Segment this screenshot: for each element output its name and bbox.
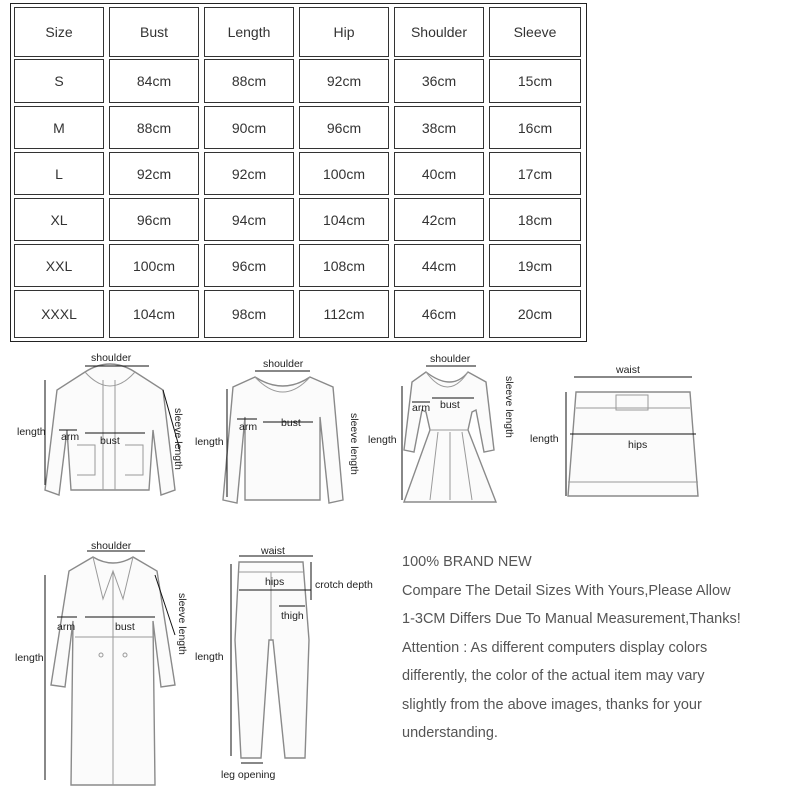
table-cell: 100cm — [299, 152, 389, 195]
dress-diagram — [368, 350, 528, 515]
table-cell: 44cm — [394, 244, 484, 287]
table-cell: 42cm — [394, 198, 484, 241]
pants-waist-label: waist — [261, 545, 285, 557]
size-chart-table — [10, 3, 587, 342]
coat-shoulder-label: shoulder — [91, 540, 132, 552]
coat-sleeve-label: sleeve length — [176, 593, 188, 655]
notice-line: understanding. — [402, 725, 498, 741]
skirt-hips-label: hips — [628, 439, 648, 451]
sweater-outline — [223, 377, 343, 503]
notice-line: Compare The Detail Sizes With Yours,Please Allow — [402, 582, 731, 599]
coat-length-label: length — [15, 652, 44, 664]
coat-diagram — [15, 535, 195, 795]
table-cell: 104cm — [109, 290, 199, 338]
dress-bust-label: bust — [440, 399, 460, 411]
dress-sleeve-label: sleeve length — [503, 376, 515, 438]
pants-crotch-label: crotch depth — [315, 579, 373, 591]
table-cell: 16cm — [489, 106, 581, 149]
pants-length-label: length — [195, 651, 224, 663]
table-header-cell: Sleeve — [489, 7, 581, 57]
notice-line: slightly from the above images, thanks for your — [402, 696, 702, 713]
hoodie-arm-label: arm — [61, 431, 80, 443]
product-notice — [402, 548, 797, 748]
table-cell: 90cm — [204, 106, 294, 149]
table-cell: L — [14, 152, 104, 195]
table-cell: 88cm — [109, 106, 199, 149]
sweater-diagram — [195, 355, 365, 515]
notice-line: 1-3CM Differs Due To Manual Measurement,Thanks! — [402, 611, 741, 627]
sweater-sleeve-label: sleeve length — [348, 413, 360, 475]
table-cell: XL — [14, 198, 104, 241]
skirt-waist-label: waist — [616, 364, 640, 376]
dress-arm-label: arm — [412, 402, 431, 414]
table-cell: S — [14, 59, 104, 103]
dress-length-label: length — [368, 434, 397, 446]
table-cell: 108cm — [299, 244, 389, 287]
table-header-cell: Length — [204, 7, 294, 57]
sweater-shoulder-label: shoulder — [263, 358, 304, 370]
hoodie-length-label: length — [17, 426, 46, 438]
sweater-length-label: length — [195, 436, 224, 448]
hoodie-diagram — [15, 350, 195, 520]
table-cell: 96cm — [299, 106, 389, 149]
notice-line: differently, the color of the actual item may vary — [402, 668, 705, 684]
table-header-cell: Bust — [109, 7, 199, 57]
dress-shoulder-label: shoulder — [430, 353, 471, 365]
table-cell: 18cm — [489, 198, 581, 241]
skirt-diagram — [528, 360, 718, 515]
pants-thigh-label: thigh — [281, 610, 304, 622]
sweater-arm-label: arm — [239, 421, 258, 433]
hoodie-bust-label: bust — [100, 435, 120, 447]
table-header-cell: Size — [14, 7, 104, 57]
table-cell: 88cm — [204, 59, 294, 103]
table-cell: 20cm — [489, 290, 581, 338]
sweater-bust-label: bust — [281, 417, 301, 429]
pants-leg-opening-label: leg opening — [221, 769, 276, 781]
table-cell: 92cm — [204, 152, 294, 195]
table-cell: 92cm — [109, 152, 199, 195]
pants-diagram — [195, 540, 395, 790]
coat-bust-label: bust — [115, 621, 135, 633]
skirt-length-label: length — [530, 433, 559, 445]
notice-line: 100% BRAND NEW — [402, 554, 532, 570]
table-cell: 96cm — [204, 244, 294, 287]
notice-line: Attention : As different computers display colors — [402, 639, 708, 656]
table-cell: 17cm — [489, 152, 581, 195]
table-cell: XXL — [14, 244, 104, 287]
table-cell: 94cm — [204, 198, 294, 241]
hoodie-sleeve-label: sleeve length — [172, 408, 184, 470]
table-cell: 40cm — [394, 152, 484, 195]
pants-outline — [235, 562, 309, 758]
table-cell: 46cm — [394, 290, 484, 338]
table-cell: 104cm — [299, 198, 389, 241]
table-cell: 100cm — [109, 244, 199, 287]
table-cell: 15cm — [489, 59, 581, 103]
table-cell: 98cm — [204, 290, 294, 338]
table-cell: 84cm — [109, 59, 199, 103]
table-cell: 92cm — [299, 59, 389, 103]
table-header-cell: Hip — [299, 7, 389, 57]
table-cell: 19cm — [489, 244, 581, 287]
table-header-cell: Shoulder — [394, 7, 484, 57]
table-cell: 112cm — [299, 290, 389, 338]
table-cell: 36cm — [394, 59, 484, 103]
table-cell: 38cm — [394, 106, 484, 149]
coat-arm-label: arm — [57, 621, 76, 633]
pants-hips-label: hips — [265, 576, 285, 588]
table-cell: M — [14, 106, 104, 149]
table-cell: 96cm — [109, 198, 199, 241]
table-cell: XXXL — [14, 290, 104, 338]
hoodie-shoulder-label: shoulder — [91, 352, 132, 364]
